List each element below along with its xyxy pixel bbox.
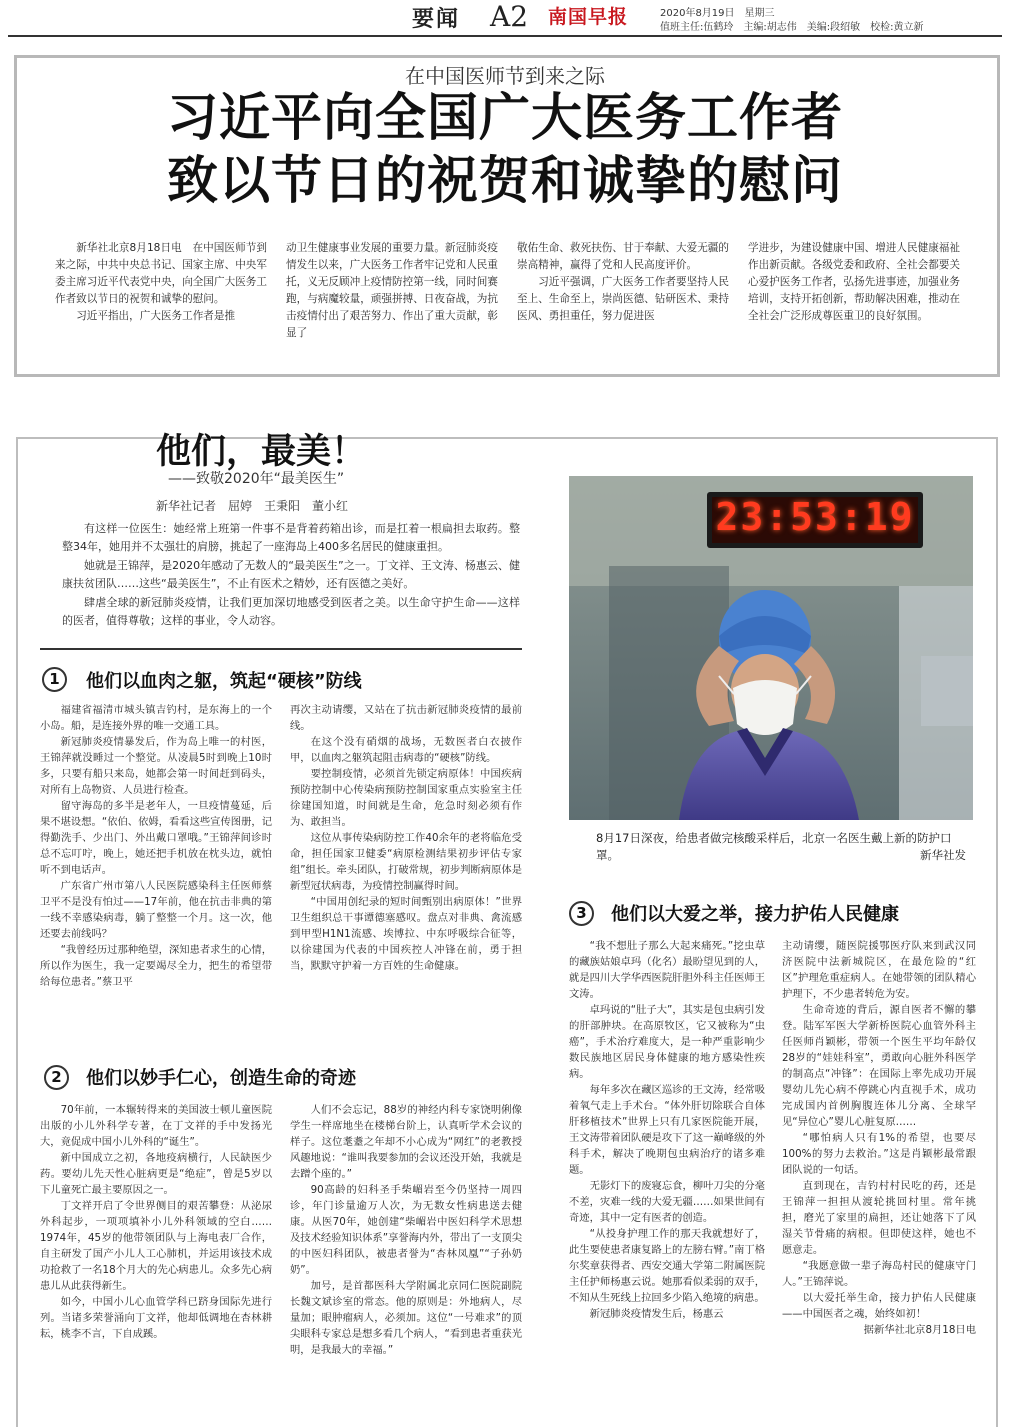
body-paragraph: 福建省福清市城头镇吉钓村，是东海上的一个小岛。船，是连接外界的唯一交通工具。 (40, 704, 272, 732)
newspaper-logo: 南国早报 (548, 6, 629, 28)
section-3-column-b (782, 938, 976, 1338)
section-title-2: 他们以妙手仁心，创造生命的奇迹 (86, 1068, 356, 1089)
section-title-1: 他们以血肉之躯，筑起“硬核”防线 (86, 671, 362, 692)
section-number-1: 1 (42, 667, 67, 692)
feature-title: 他们，最美！ (156, 432, 367, 472)
lead-paragraph: 新华社北京8月18日电 在中国医师节到来之际，中共中央总书记、国家主席、中央军委主席习近平代表党中央，向全国广大医务工作者致以节日的祝贺和诚挚的慰问。 (55, 242, 267, 305)
section-3-column-a (569, 938, 765, 1322)
section-number-2: 2 (44, 1065, 69, 1090)
body-paragraph: “我曾经历过那种绝望，深知患者求生的心情，所以作为医生，我一定要竭尽全力，把生的希望带给每位患者。”蔡卫平 (40, 944, 272, 988)
intro-paragraph: 她就是王锦萍，是2020年感动了无数人的“最美医生”之一。丁文祥、王文涛、杨惠云、健康扶贫团队……这些“最美医生”，不止有医术之精妙，还有医德之美好。 (62, 558, 520, 591)
lead-column-2 (286, 240, 498, 342)
photo-caption: 8月17日深夜，给患者做完核酸采样后，北京一名医生戴上新的防护口罩。 (596, 831, 952, 862)
lead-paragraph: 敬佑生命、救死扶伤、甘于奉献、大爱无疆的崇高精神，赢得了党和人民高度评价。 (517, 242, 729, 271)
body-paragraph: 丁文祥开启了令世界侧目的艰苦攀登：从泌尿外科起步，一项项填补小儿外科领域的空白……1974年，45岁的他带领团队与上海电表厂合作，自主研发了国产小儿人工心肺机，并运用该技术成功抢救了一名18个月大的先心病患儿。众多先心病患儿从此获得新生。 (40, 1200, 272, 1292)
photo-credit: 新华社发 (920, 848, 966, 862)
body-paragraph: 要控制疫情，必须首先锁定病原体！中国疾病预防控制中心传染病预防控制国家重点实验室主任徐建国知道，时间就是生命，危急时刻必须有作为、敢担当。 (290, 768, 522, 828)
feature-intro (62, 520, 520, 630)
body-paragraph: 新冠肺炎疫情暴发后，作为岛上唯一的村医，王锦萍就没睡过一个整觉。从凌晨5时到晚上10时多，只要有船只来岛，她都会第一时间赶到码头，对所有上岛物资、人员进行检查。 (40, 736, 272, 796)
page-number: A2 (490, 0, 529, 33)
staff-line: 值班主任:伍鹤玲 主编:胡志伟 美编:段绍敏 校检:黄立新 (660, 22, 924, 33)
body-paragraph: 90高龄的妇科圣手柴嵋岩至今仍坚持一周四诊，年门诊量逾万人次，为无数女性病患送去健康。从医70年，她创建“柴嵋岩中医妇科学术思想及技术经验知识体系”享誉海内外，带出了一支顶尖的中医妇科团队，被患者誉为“杏林凤凰”“子孙奶奶”。 (290, 1184, 522, 1276)
section-number-3: 3 (569, 901, 594, 926)
body-paragraph: 新中国成立之初，各地疫病横行，人民缺医少药。要幼儿先天性心脏病更是“绝症”，曾是5岁以下儿童死亡最主要原因之一。 (40, 1152, 272, 1196)
body-paragraph: “我愿意做一辈子海岛村民的健康守门人。”王锦萍说。 (782, 1260, 976, 1288)
body-paragraph: 生命奇迹的背后，源自医者不懈的攀登。陆军军医大学新桥医院心血管外科主任医师肖颖彬，带领一个医生平均年龄仅28岁的“娃娃科室”，勇敢向心脏外科医学的制高点“冲锋”：在国际上率先成功开展婴幼儿先心病不停跳心内直视手术，成功完成国内首例胸腹连体儿分离、全球罕见“异位心”婴儿心脏复原…… (782, 1004, 976, 1128)
body-paragraph: 新冠肺炎疫情发生后，杨惠云 (589, 1308, 724, 1320)
body-paragraph: 在这个没有硝烟的战场，无数医者白衣披作甲，以血肉之躯筑起阻击病毒的“硬核”防线。 (290, 736, 522, 764)
lead-paragraph: 动卫生健康事业发展的重要力量。新冠肺炎疫情发生以来，广大医务工作者牢记党和人民重托，义无反顾冲上疫情防控第一线，同时间赛跑，与病魔较量，顽强拼搏、日夜奋战，为抗击疫情付出了艰苦努力、作出了重大贡献，彰显了 (286, 242, 498, 339)
body-paragraph: 主动请缨，随医院援鄂医疗队来到武汉同济医院中法新城院区，在最危险的“红区”护理危重症病人。在她带领的团队精心护理下，不少患者转危为安。 (782, 940, 976, 1000)
body-paragraph: “中国用创纪录的短时间甄别出病原体！”世界卫生组织总干事谭德塞感叹。盘点对非典、禽流感到甲型H1N1流感、埃博拉、中东呼吸综合征等，以徐建国为代表的中国疾控人冲锋在前，勇于担当，默默守护着一方百姓的生命健康。 (290, 896, 522, 972)
intro-paragraph: 有这样一位医生：她经常上班第一件事不是背着药箱出诊，而是扛着一根扁担去取药。整整34年，她用并不太强壮的肩膀，挑起了一座海岛上400多名居民的健康重担。 (62, 522, 520, 554)
body-paragraph: “我不想肚子那么大起来痛死。”挖虫草的藏族姑娘卓玛（化名）最盼望见到的人，就是四川大学华西医院肝胆外科主任医师王文涛。 (569, 940, 765, 1000)
lead-column-4 (748, 240, 960, 325)
body-paragraph: 以大爱托举生命，接力护佑人民健康——中国医者之魂，始终如初！ (782, 1292, 976, 1320)
body-paragraph: 卓玛说的“肚子大”，其实是包虫病引发的肝部肿块。在高原牧区，它又被称为“虫癌”，手术治疗难度大，是一种严重影响少数民族地区居民身体健康的地方感染性疾病。 (569, 1004, 766, 1080)
intro-divider (40, 648, 522, 650)
intro-paragraph: 肆虐全球的新冠肺炎疫情，让我们更加深切地感受到医者之美。以生命守护生命——这样的医者，值得尊敬；这样的事业，令人动容。 (62, 595, 520, 628)
lead-headline-line2: 致以节日的祝贺和诚挚的慰问 (166, 152, 843, 211)
section-1-column-a (40, 702, 272, 990)
body-paragraph: 加号，是首都医科大学附属北京同仁医院副院长魏文斌诊室的常态。他的原则是：外地病人，尽量加；眼肿瘤病人，必须加。这位“一号难求”的顶尖眼科专家总是想多看几个病人，“看到患者重获光明，是我最大的幸福。” (290, 1280, 522, 1356)
body-paragraph: 无影灯下的废寝忘食，柳叶刀尖的分毫不差，灾难一线的大爱无疆……如果世间有奇迹，其中一定有医者的创造。 (569, 1180, 765, 1224)
feature-byline: 新华社记者 屈婷 王秉阳 董小红 (156, 499, 349, 513)
lead-column-1 (55, 240, 267, 325)
lead-paragraph: 习近平强调，广大医务工作者要坚持人民至上、生命至上，崇尚医德、钻研医术、秉持医风、勇担重任，努力促进医 (517, 276, 729, 322)
body-paragraph: 如今，中国小儿心血管学科已跻身国际先进行列。当诸多荣誉涌向丁文祥，他却低调地在杏林耕耘，桃李不言，下自成蹊。 (40, 1296, 272, 1340)
section-2-column-a (40, 1102, 272, 1342)
date-line: 2020年8月19日 星期三 (660, 8, 775, 19)
clock-readout: 23:53:19 (715, 495, 915, 539)
article-source: 据新华社北京8月18日电 (863, 1324, 976, 1336)
lead-paragraph: 习近平指出，广大医务工作者是推 (76, 310, 236, 322)
section-title-3: 他们以大爱之举，接力护佑人民健康 (611, 904, 899, 925)
lead-headline-line1: 习近平向全国广大医务工作者 (166, 89, 843, 148)
body-paragraph: 这位从事传染病防控工作40余年的老将临危受命，担任国家卫健委“病原检测结果初步评估专家组”组长。牵头团队，打破常规，初步判断病原体是新型冠状病毒，为疫情控制赢得时间。 (290, 832, 522, 892)
body-paragraph: 广东省广州市第八人民医院感染科主任医师蔡卫平不是没有怕过——17年前，他在抗击非典的第一线不幸感染病毒，躺了整整一个月。这一次，他还要去前线吗？ (40, 880, 272, 940)
section-2-column-b (290, 1102, 522, 1358)
lead-kicker: 在中国医师节到来之际 (405, 64, 605, 88)
body-paragraph: 直到现在，吉钓村村民吃的药，还是王锦萍一担担从渡轮挑回村里。常年挑担，磨光了家里的扁担，还让她落下了风湿关节骨痛的病根。但即使这样，她也不愿意走。 (782, 1180, 976, 1256)
body-paragraph: 留守海岛的多半是老年人，一旦疫情蔓延，后果不堪设想。“依伯、依姆，看看这些宣传图册，记得勤洗手、少出门、外出戴口罩哦。”王锦萍间诊时总不忘叮咛，晚上，她还把手机放在枕头边，就怕听不到电话声。 (40, 800, 272, 876)
header-rule (8, 35, 1002, 37)
feature-photo (569, 476, 973, 820)
lead-paragraph: 学进步，为建设健康中国、增进人民健康福祉作出新贡献。各级党委和政府、全社会都要关心爱护医务工作者，弘扬先进事迹，加强业务培训，支持开拓创新，帮助解决困难，推动在全社会广泛形成尊医重卫的良好氛围。 (748, 242, 960, 322)
body-paragraph: 70年前，一本辗转得来的美国波士顿儿童医院出版的小儿外科学专著，在丁文祥的手中发扬光大，竟促成中国小儿外科的“诞生”。 (40, 1104, 272, 1148)
feature-subtitle: ——致敬2020年“最美医生” (168, 471, 345, 487)
section-label: 要闻 (412, 7, 461, 32)
body-paragraph: 人们不会忘记，88岁的神经内科专家饶明俐像学生一样席地坐在楼梯台阶上，认真听学术会议的样子。这位耄耋之年却不小心成为“网红”的老教授风趣地说：“谁叫我要参加的会议还没开始，我就是去蹭个座的。” (290, 1104, 522, 1180)
lead-column-3 (517, 240, 729, 325)
body-paragraph: 再次主动请缨，又站在了抗击新冠肺炎疫情的最前线。 (290, 704, 522, 732)
body-paragraph: 每年多次在藏区巡诊的王文涛，经常吸着氧气走上手术台。“体外肝切除联合自体肝移植技术”世界上只有几家医院能开展，王文涛带着团队硬是攻下了这一巅峰级的外科手术，解决了晚期包虫病治疗的诸多难题。 (569, 1084, 765, 1176)
section-1-column-b (290, 702, 522, 974)
body-paragraph: “从投身护理工作的那天我就想好了，此生要使患者康复路上的左膀右臂。”南丁格尔奖章获得者、西安交通大学第二附属医院主任护师杨惠云说。她那看似柔弱的双手，不知从生死线上拉回多少陷入绝境的病患。 (569, 1228, 765, 1304)
body-paragraph: “哪怕病人只有1%的希望，也要尽100%的努力去救治。”这是肖颖彬最常跟团队说的一句话。 (782, 1132, 976, 1176)
